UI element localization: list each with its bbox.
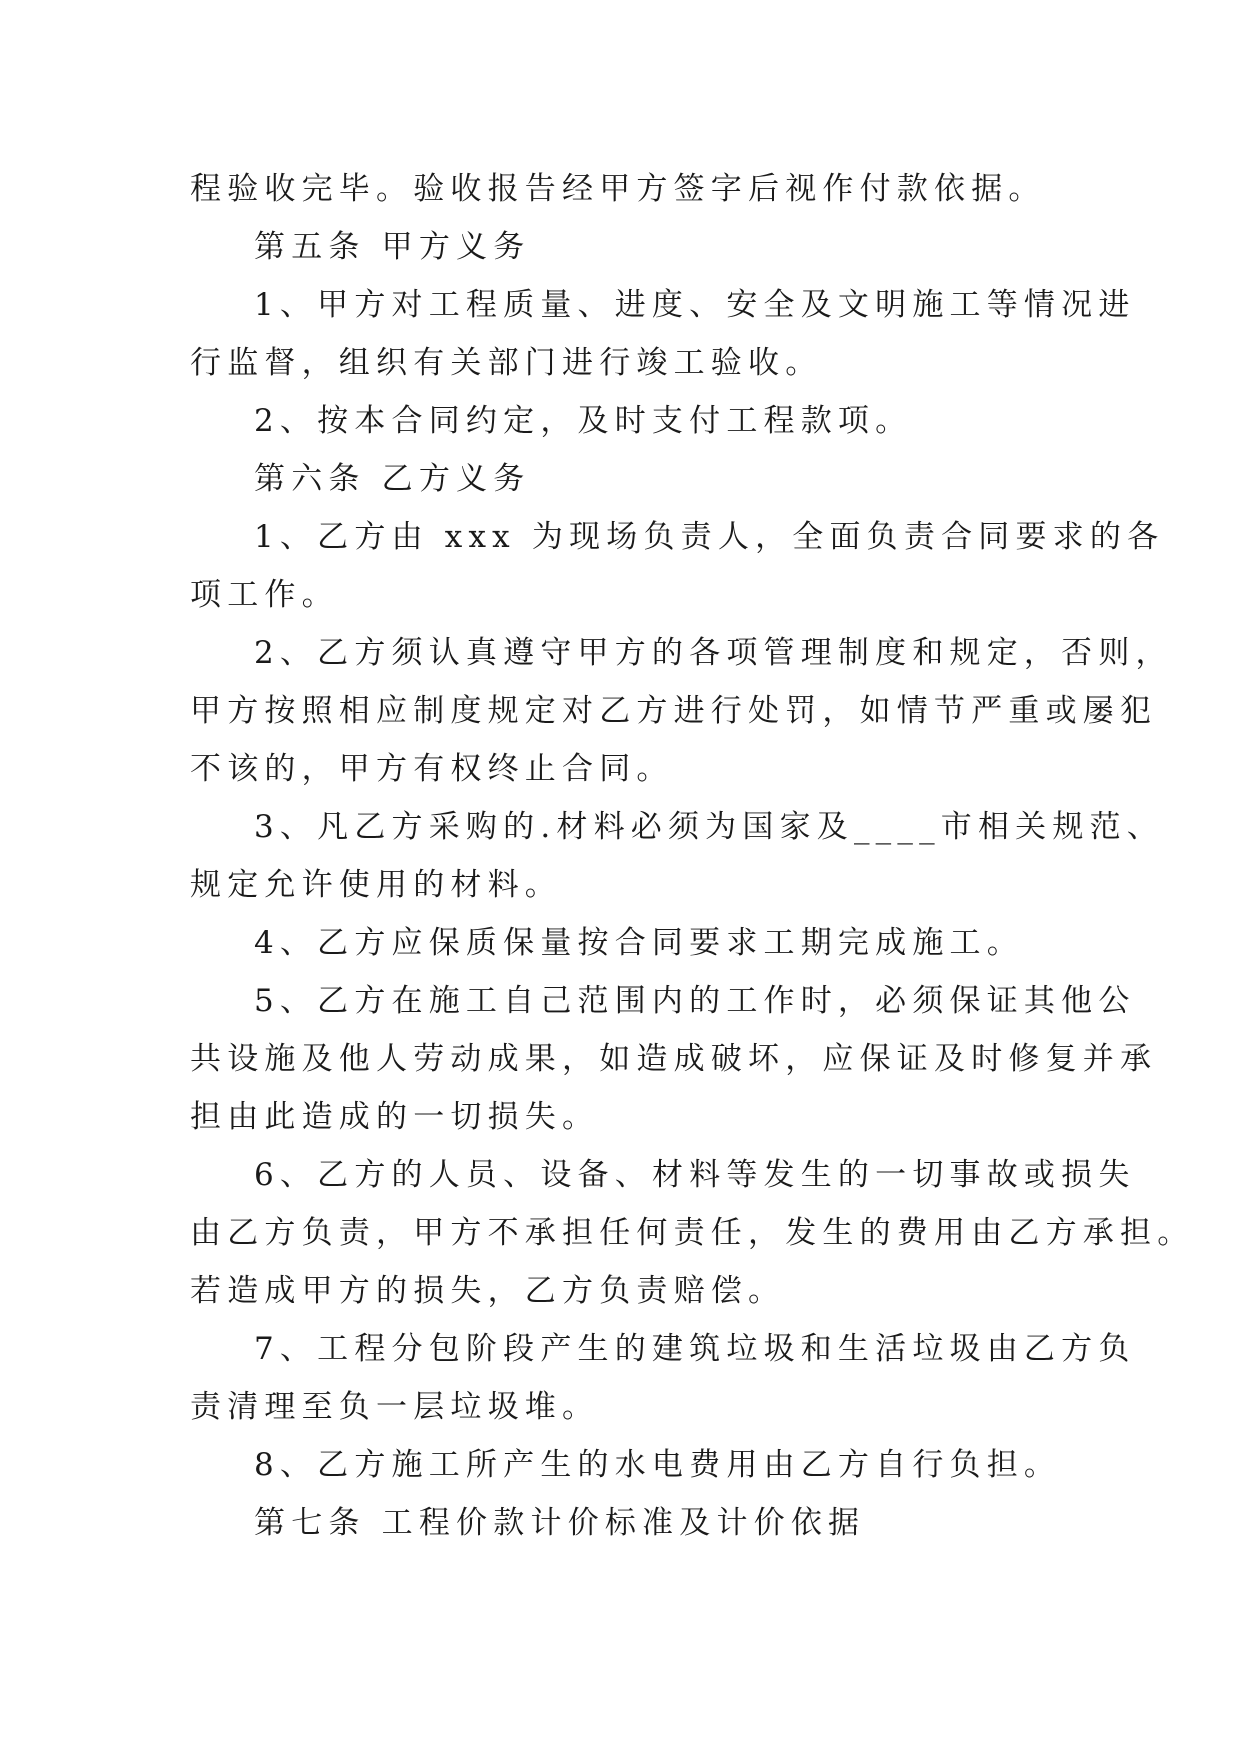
paragraph-continuation: 由乙方负责，甲方不承担任何责任，发生的费用由乙方承担。 [190,1215,1195,1251]
article-heading-6: 第六条 乙方义务 [254,461,531,497]
paragraph-continuation: 项工作。 [190,577,339,613]
article-heading-7: 第七条 工程价款计价标准及计价依据 [254,1505,866,1541]
paragraph-continuation: 规定允许使用的材料。 [190,867,562,903]
paragraph-line: 6、乙方的人员、设备、材料等发生的一切事故或损失 [254,1157,1136,1193]
paragraph-line: 4、乙方应保质保量按合同要求工期完成施工。 [254,925,1024,961]
paragraph-continuation: 甲方按照相应制度规定对乙方进行处罚，如情节严重或屡犯 [190,693,1158,729]
article-heading-5: 第五条 甲方义务 [254,229,531,265]
paragraph-continuation: 责清理至负一层垃圾堆。 [190,1389,600,1425]
paragraph-continuation: 共设施及他人劳动成果，如造成破坏，应保证及时修复并承 [190,1041,1158,1077]
paragraph-line: 7、工程分包阶段产生的建筑垃圾和生活垃圾由乙方负 [254,1331,1136,1367]
paragraph-line: 5、乙方在施工自己范围内的工作时，必须保证其他公 [254,983,1136,1019]
paragraph-line: 2、按本合同约定，及时支付工程款项。 [254,403,913,439]
paragraph-continuation: 担由此造成的一切损失。 [190,1099,600,1135]
paragraph-continuation: 程验收完毕。验收报告经甲方签字后视作付款依据。 [190,171,1046,207]
paragraph-continuation: 若造成甲方的损失，乙方负责赔偿。 [190,1273,786,1309]
paragraph-line: 8、乙方施工所产生的水电费用由乙方自行负担。 [254,1447,1062,1483]
paragraph-line: 2、乙方须认真遵守甲方的各项管理制度和规定，否则， [254,635,1173,671]
paragraph-line: 1、甲方对工程质量、进度、安全及文明施工等情况进 [254,287,1136,323]
document-page [190,160,1195,1552]
paragraph-continuation: 不该的，甲方有权终止合同。 [190,751,674,787]
paragraph-continuation: 行监督，组织有关部门进行竣工验收。 [190,345,823,381]
paragraph-line: 3、凡乙方采购的.材料必须为国家及____市相关规范、 [254,809,1164,845]
paragraph-line: 1、乙方由 xxx 为现场负责人，全面负责合同要求的各 [254,519,1165,555]
